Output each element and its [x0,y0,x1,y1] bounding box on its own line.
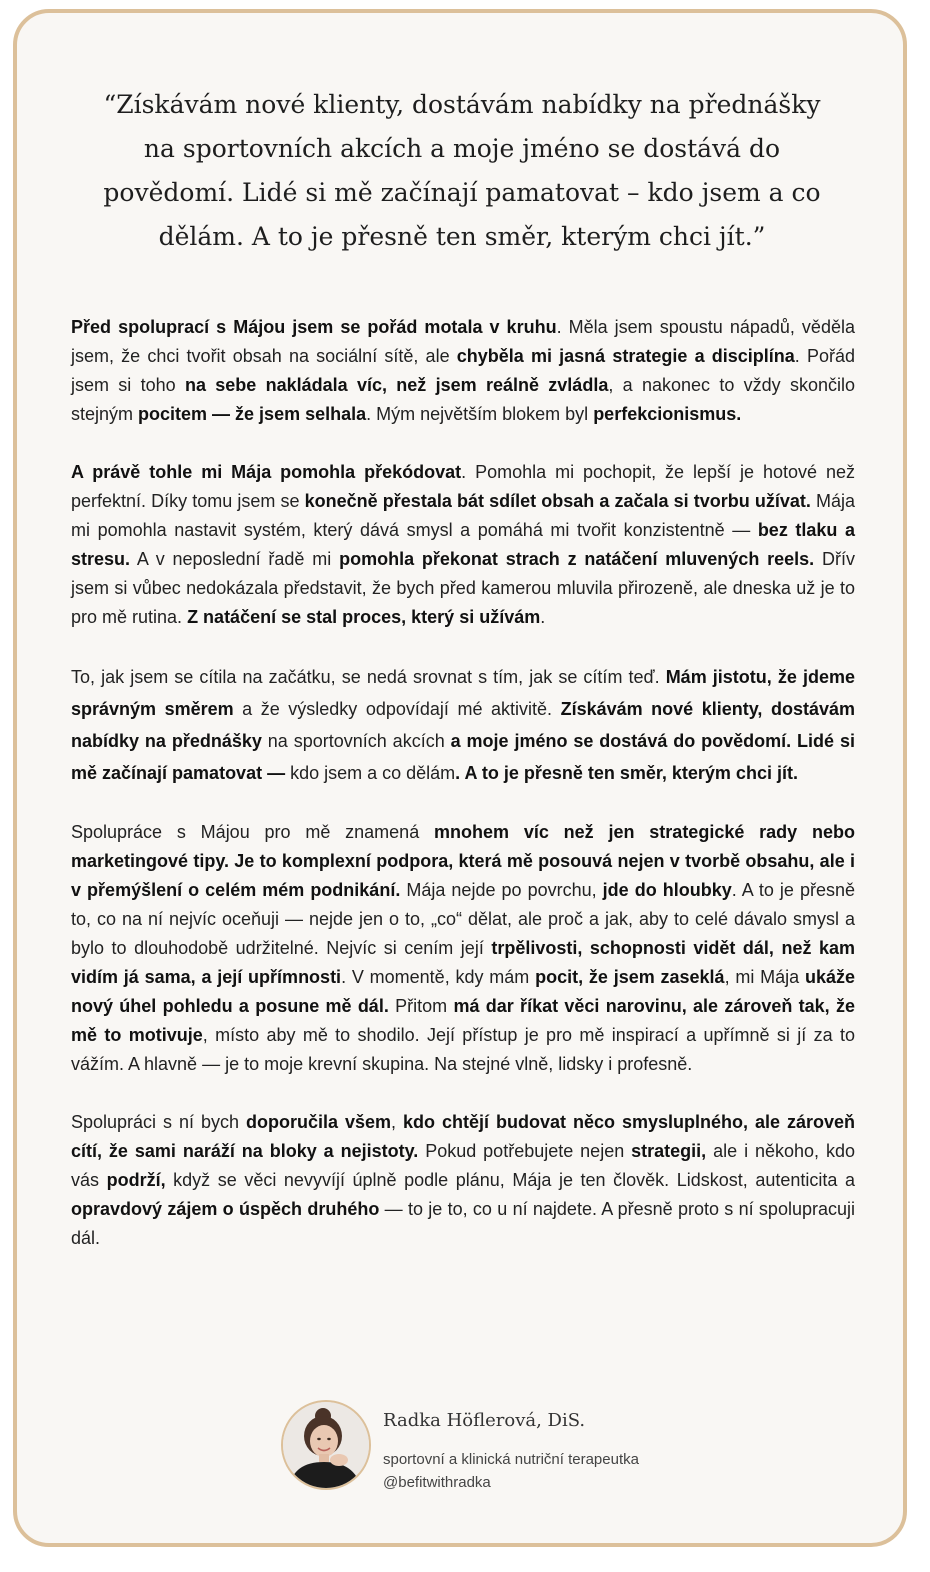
bold-text: opravdový zájem o úspěch druhého [71,1199,380,1219]
bold-text: A právě tohle mi Mája pomohla překódovat [71,462,462,482]
text-segment: Přitom [388,996,454,1016]
bold-text: mnohem víc než jen strategické rady nebo marketingové tipy. Je to komplexní podpora, která mě posouvá nejen v tvorbě obsahu, ale i v přemýšlení o celém mém podnikání. [71,822,855,900]
bold-text: Mám jistotu, že jdeme správným směrem [71,667,855,719]
bold-text: chyběla mi jasná strategie a disciplína [456,346,795,366]
text-segment: . Pořád jsem si toho [71,346,856,395]
author-role: sportovní a klinická nutriční terapeutka [383,1451,639,1468]
text-segment: To, jak jsem se cítila na začátku, se nedá srovnat s tím, jak se cítím teď. [71,667,666,687]
text-segment: Spolupráce s Májou pro mě znamená [71,822,435,842]
text-segment: Mája nejde po povrchu, [400,880,603,900]
bold-text: konečně přestala bát sdílet obsah a začala si tvorbu užívat. [304,491,811,511]
text-segment: . Měla jsem spoustu nápadů, věděla jsem, že chci tvořit obsah na sociální sítě, ale [71,317,855,366]
bold-text: má dar říkat věci narovinu, ale zároveň tak, že mě to motivuje [71,996,855,1045]
bold-text: pomohla překonat strach z natáčení mluvených reels. [339,549,815,569]
bold-text: podrží, [106,1170,166,1190]
paragraph-2 [71,458,855,632]
bold-text: bez tlaku a stresu. [71,520,856,569]
paragraph-1 [71,313,855,429]
testimonial-body [71,313,855,1282]
bold-text: Před spoluprací s Májou jsem se pořád motala v kruhu [71,317,557,337]
text-segment: — to je to, co u ní najdete. A přesně proto s ní spolupracuji dál. [71,1199,855,1248]
author-handle: @befitwithradka [383,1474,491,1491]
bold-text: ukáže nový úhel pohledu a posune mě dál. [71,967,856,1016]
paragraph-4 [71,818,855,1079]
text-segment: . V momentě, kdy mám [341,967,536,987]
text-segment: , a nakonec to vždy skončilo stejným [71,375,855,424]
bold-text: na sebe nakládala víc, než jsem reálně zvládla [184,375,609,395]
bold-text: kdo chtějí budovat něco smysluplného, ale zároveň cítí, že sami naráží na bloky a nejistoty. [71,1112,856,1161]
text-segment: kdo jsem a co dělám [285,763,456,783]
author-name: Radka Höflerová, DiS. [383,1410,586,1431]
text-segment: ale i někoho, kdo vás [71,1141,855,1190]
text-segment: když se věci nevyvíjí úplně podle plánu, Mája je ten člověk. Lidskost, autenticita a [165,1170,855,1190]
avatar [281,1400,371,1490]
bold-text: doporučila všem [246,1112,392,1132]
testimonial-quote: “Získávám nové klienty, dostávám nabídky na přednášky na sportovních akcích a moje jméno se dostává do povědomí. Lidé si mě začínají pamatovat – kdo jsem a co dělám. A to je přesně ten směr, kterým chci jít.” [103,90,821,251]
text-segment: Mája mi pomohla nastavit systém, který dává smysl a pomáhá mi tvořit konzistentně — [71,491,856,540]
text-segment: A v neposlední řadě mi [130,549,340,569]
bold-text: jde do hloubky [602,880,732,900]
text-segment: a že výsledky odpovídají mé aktivitě. [233,699,561,719]
bold-text: Získávám nové klienty, dostávám nabídky na přednášky [71,699,855,751]
text-segment: . Pomohla mi pochopit, že lepší je hotové než perfektní. Díky tomu jsem se [71,462,855,511]
text-segment: , mi Mája [724,967,805,987]
testimonial-card [13,9,907,1547]
bold-text: trpělivosti, schopnosti vidět dál, než kam vidím já sama, a její upřímnosti [71,938,855,987]
text-segment: , místo aby mě to shodilo. Její přístup je pro mě inspirací a upřímně si jí za to vážím. A hlavně — je to moje krevní skupina. Na stejné vlně, lidsky i profesně. [71,1025,855,1074]
paragraph-5 [71,1108,855,1253]
bold-text: strategii, [631,1141,707,1161]
text-segment: . Mým největším blokem byl [366,404,594,424]
text-segment: . A to je přesně to, co na ní nejvíc oceňuji — nejde jen o to, „co“ dělat, ale proč a jak, aby to celé dávalo smysl a bylo to dlouhodobě udržitelné. Nejvíc si cením její [71,880,855,958]
text-segment: , [391,1112,404,1132]
text-segment: Spolupráci s ní bych [71,1112,247,1132]
bold-text: pocitem — že jsem selhala [138,404,367,424]
bold-text: perfekcionismus. [593,404,742,424]
bold-text: a moje jméno se dostává do povědomí. Lidé si mě začínají pamatovat — [71,731,855,783]
bold-text: . A to je přesně ten směr, kterým chci jít. [455,763,798,783]
bold-text: Z natáčení se stal proces, který si užívám [187,607,541,627]
text-segment: na sportovních akcích [261,731,451,751]
bold-text: pocit, že jsem zaseklá [535,967,725,987]
author-photo-icon [283,1402,369,1488]
text-segment: Dřív jsem si vůbec nedokázala představit, že bych před kamerou mluvila přirozeně, ale dneska už je to pro mě rutina. [71,549,856,627]
text-segment: . [540,607,546,627]
paragraph-3 [71,661,855,789]
text-segment: Pokud potřebujete nejen [418,1141,632,1161]
